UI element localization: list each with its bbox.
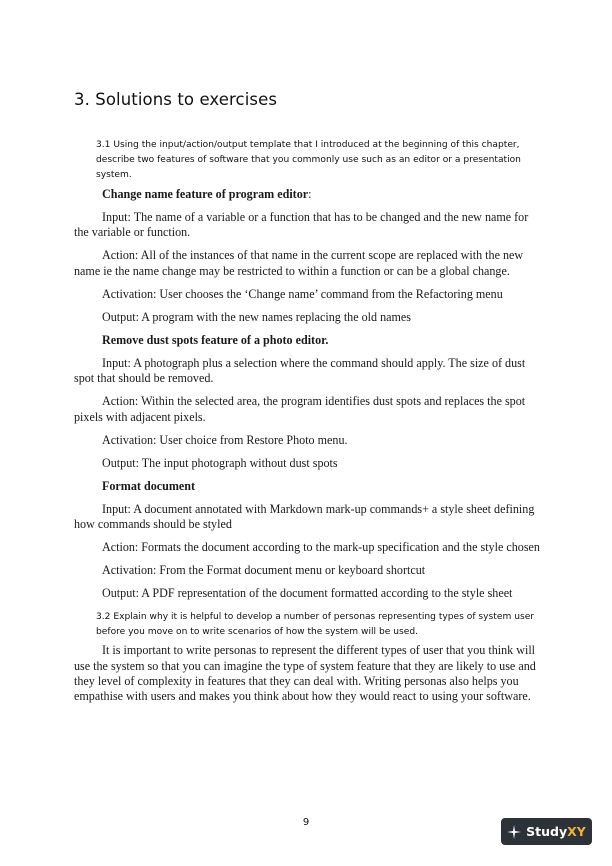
page-content: [74, 138, 544, 704]
feature-action: Action: Within the selected area, the program identifies dust spots and replaces the spot pixels with adjacent pixels.: [74, 394, 526, 424]
feature-output: Output: The input photograph without dust spots: [102, 455, 338, 470]
exercise-question-3-2: 3.2 Explain why it is helpful to develop a number of personas representing types of system user before you move on to write scenarios of how the system will be used.: [96, 611, 535, 638]
feature-output: Output: A program with the new names replacing the old names: [102, 309, 411, 324]
feature-activation: Activation: User chooses the ‘Change name’ command from the Refactoring menu: [102, 286, 503, 301]
section-title: 3. Solutions to exercises: [74, 90, 278, 109]
feature-heading-text: Change name feature of program editor: [102, 186, 309, 201]
feature-heading-remove-dust: Remove dust spots feature of a photo editor.: [102, 332, 329, 347]
feature-output: Output: A PDF representation of the document formatted according to the style sheet: [102, 586, 513, 601]
exercise-question-3-1: 3.1 Using the input/action/output template that I introduced at the beginning of this chapter, describe two features of software that you commonly use such as an editor or a presentation system.: [96, 140, 521, 181]
feature-heading-suffix: :: [308, 186, 312, 201]
feature-heading-format-document: Format document: [102, 478, 196, 493]
answer-3-2: It is important to write personas to represent the different types of user that you think will use the system so that you can imagine the type of system feature that they are likely to use and they level of complexity in features that they can deal with. Writing personas also helps you empathise with users and makes you think about how they would react to using your software.: [74, 643, 536, 703]
brand-name: Study: [526, 824, 568, 839]
feature-input: Input: A document annotated with Markdown mark-up commands+ a style sheet defining how commands should be styled: [74, 501, 535, 532]
plus-star-icon: [507, 825, 521, 839]
feature-action: Action: Formats the document according to the mark-up specification and the style chosen: [102, 540, 540, 555]
feature-heading-change-name: [74, 187, 544, 203]
studyxy-logo[interactable]: [501, 818, 592, 845]
page-number: 9: [302, 817, 310, 828]
feature-input: Input: The name of a variable or a function that has to be changed and the new name for the variable or function.: [74, 209, 529, 240]
feature-input: Input: A photograph plus a selection where the command should apply. The size of dust spot that should be removed.: [74, 355, 526, 386]
brand-name-accent: XY: [567, 824, 586, 839]
feature-action: Action: All of the instances of that name in the current scope are replaced with the new name ie the name change may be restricted to within a function or can be a global change.: [74, 248, 524, 278]
feature-activation: Activation: User choice from Restore Photo menu.: [102, 432, 348, 447]
feature-activation: Activation: From the Format document menu or keyboard shortcut: [102, 563, 426, 578]
